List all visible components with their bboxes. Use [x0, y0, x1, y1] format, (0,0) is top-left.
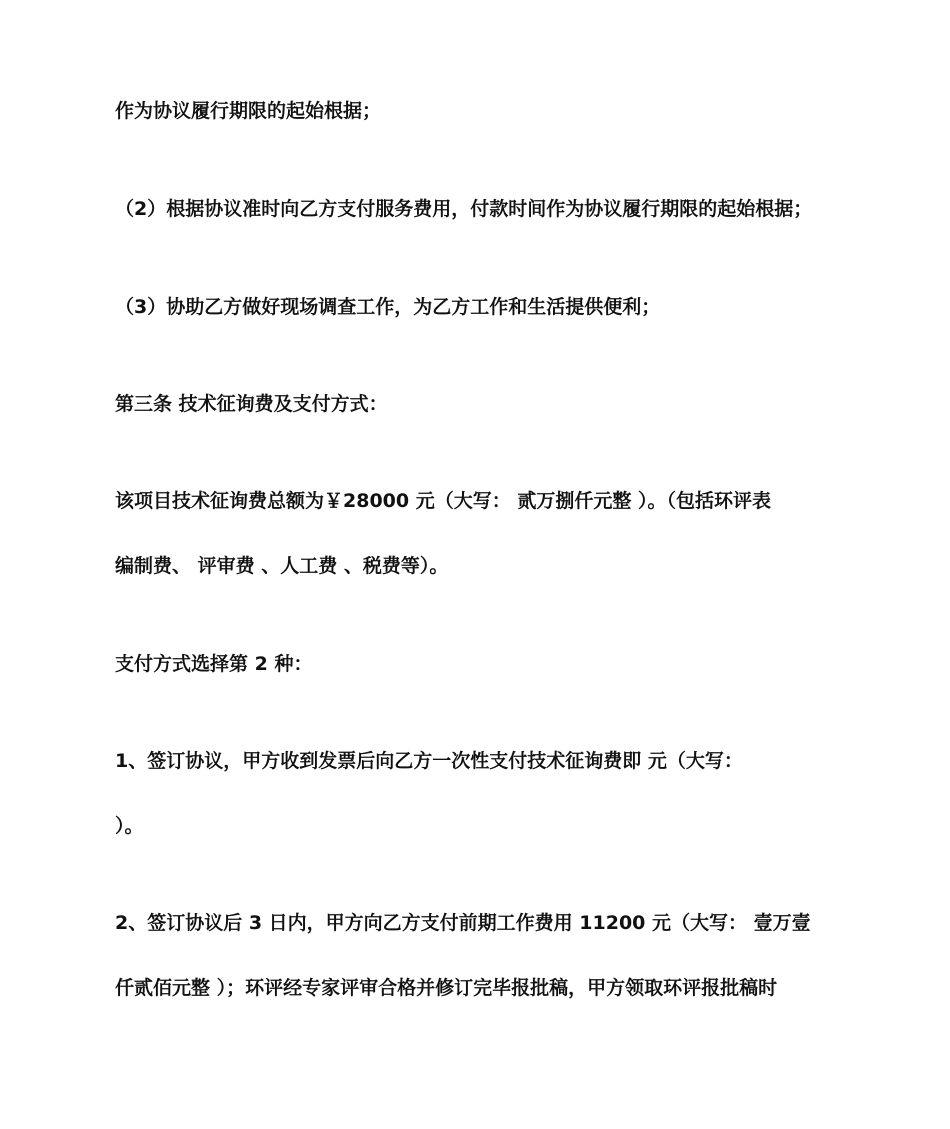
text-line-9: ）。	[115, 815, 144, 837]
section-heading: 第三条 技术征询费及支付方式：	[115, 393, 388, 415]
text-line-8: 1、签订协议，甲方收到发票后向乙方一次性支付技术征询费即 元（大写：	[115, 750, 743, 772]
text-line-3: （3）协助乙方做好现场调查工作，为乙方工作和生活提供便利；	[115, 296, 661, 318]
text-line-10: 2、签订协议后 3 日内，甲方向乙方支付前期工作费用 11200 元（大写： 壹万壹	[115, 912, 811, 934]
text-line-2: （2）根据协议准时向乙方支付服务费用，付款时间作为协议履行期限的起始根据；	[115, 198, 813, 220]
text-line-5: 该项目技术征询费总额为￥28000 元（大写： 贰万捌仟元整 ）。（包括环评表	[115, 490, 771, 512]
text-line-11: 仟贰佰元整 ）；环评经专家评审合格并修订完毕报批稿，甲方领取环评报批稿时	[115, 977, 778, 999]
text-line-7: 支付方式选择第 2 种：	[115, 653, 313, 675]
text-line-6: 编制费、 评审费 、人工费 、税费等）。	[115, 555, 449, 577]
text-line-1: 作为协议履行期限的起始根据；	[115, 100, 382, 122]
